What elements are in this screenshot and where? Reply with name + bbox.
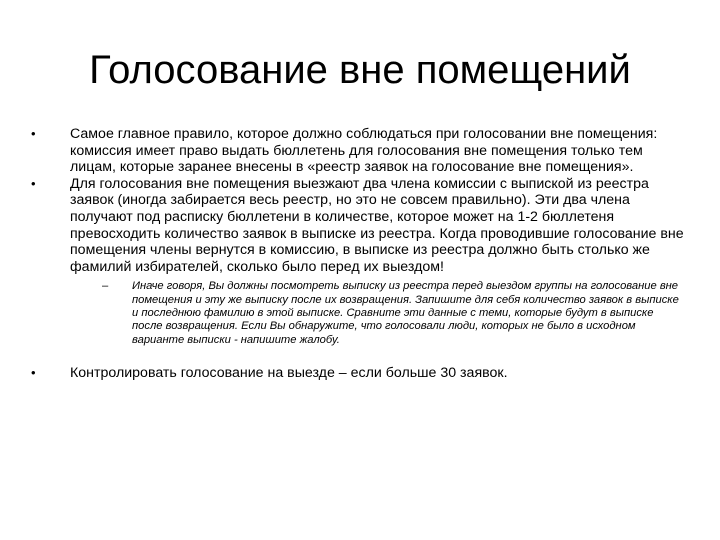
bullet-marker: • (31, 126, 36, 141)
bullet-marker: • (31, 175, 36, 191)
bullet-text: Для голосования вне помещения выезжают два члена комиссии с выпиской из реестра заявок (иногда забирается весь реестр, но это не совсем правильно). Эти два члена получают под расписку бюллетени в количестве, которое может на 1-2 бюллетеня превосходить количество заявок в выписке из реестра. Когда проводившие голосование вне помещения члены вернутся в комиссию, в выписке из реестра должно быть столько же фамилий избирателей, сколько было перед их выездом! (70, 175, 684, 275)
slide-title: Голосование вне помещений (89, 48, 631, 92)
sub-bullet-text: Иначе говоря, Вы должны посмотреть выписку из реестра перед выездом группы на голосование вне помещения и эту же выписку после их возвращения. Запишите для себя количество заявок в выписке и последнюю фамилию в этой выписке. Сравните эти данные с теми, которые будут в выписке после возвращения. Если Вы обнаружите, что голосовали люди, которых не было в исходном варианте выписки - напишите жалобу. (132, 280, 679, 346)
bullet-item-control (28, 365, 684, 382)
bullet-list (28, 126, 684, 381)
sub-bullet-marker: – (102, 280, 109, 293)
bullet-text: Самое главное правило, которое должно соблюдаться при голосовании вне помещения: комиссия имеет право выдать бюллетень для голосования вне помещения только тем лицам, которые заранее внесены в «реестр заявок на голосование вне помещения». (70, 126, 658, 176)
sub-bullet-item (102, 280, 686, 346)
bullet-item-rule (28, 126, 684, 176)
bullet-text: Контролировать голосование на выезде – если больше 30 заявок. (70, 364, 508, 381)
bullet-marker: • (31, 364, 36, 380)
bullet-item-procedure (28, 176, 684, 276)
